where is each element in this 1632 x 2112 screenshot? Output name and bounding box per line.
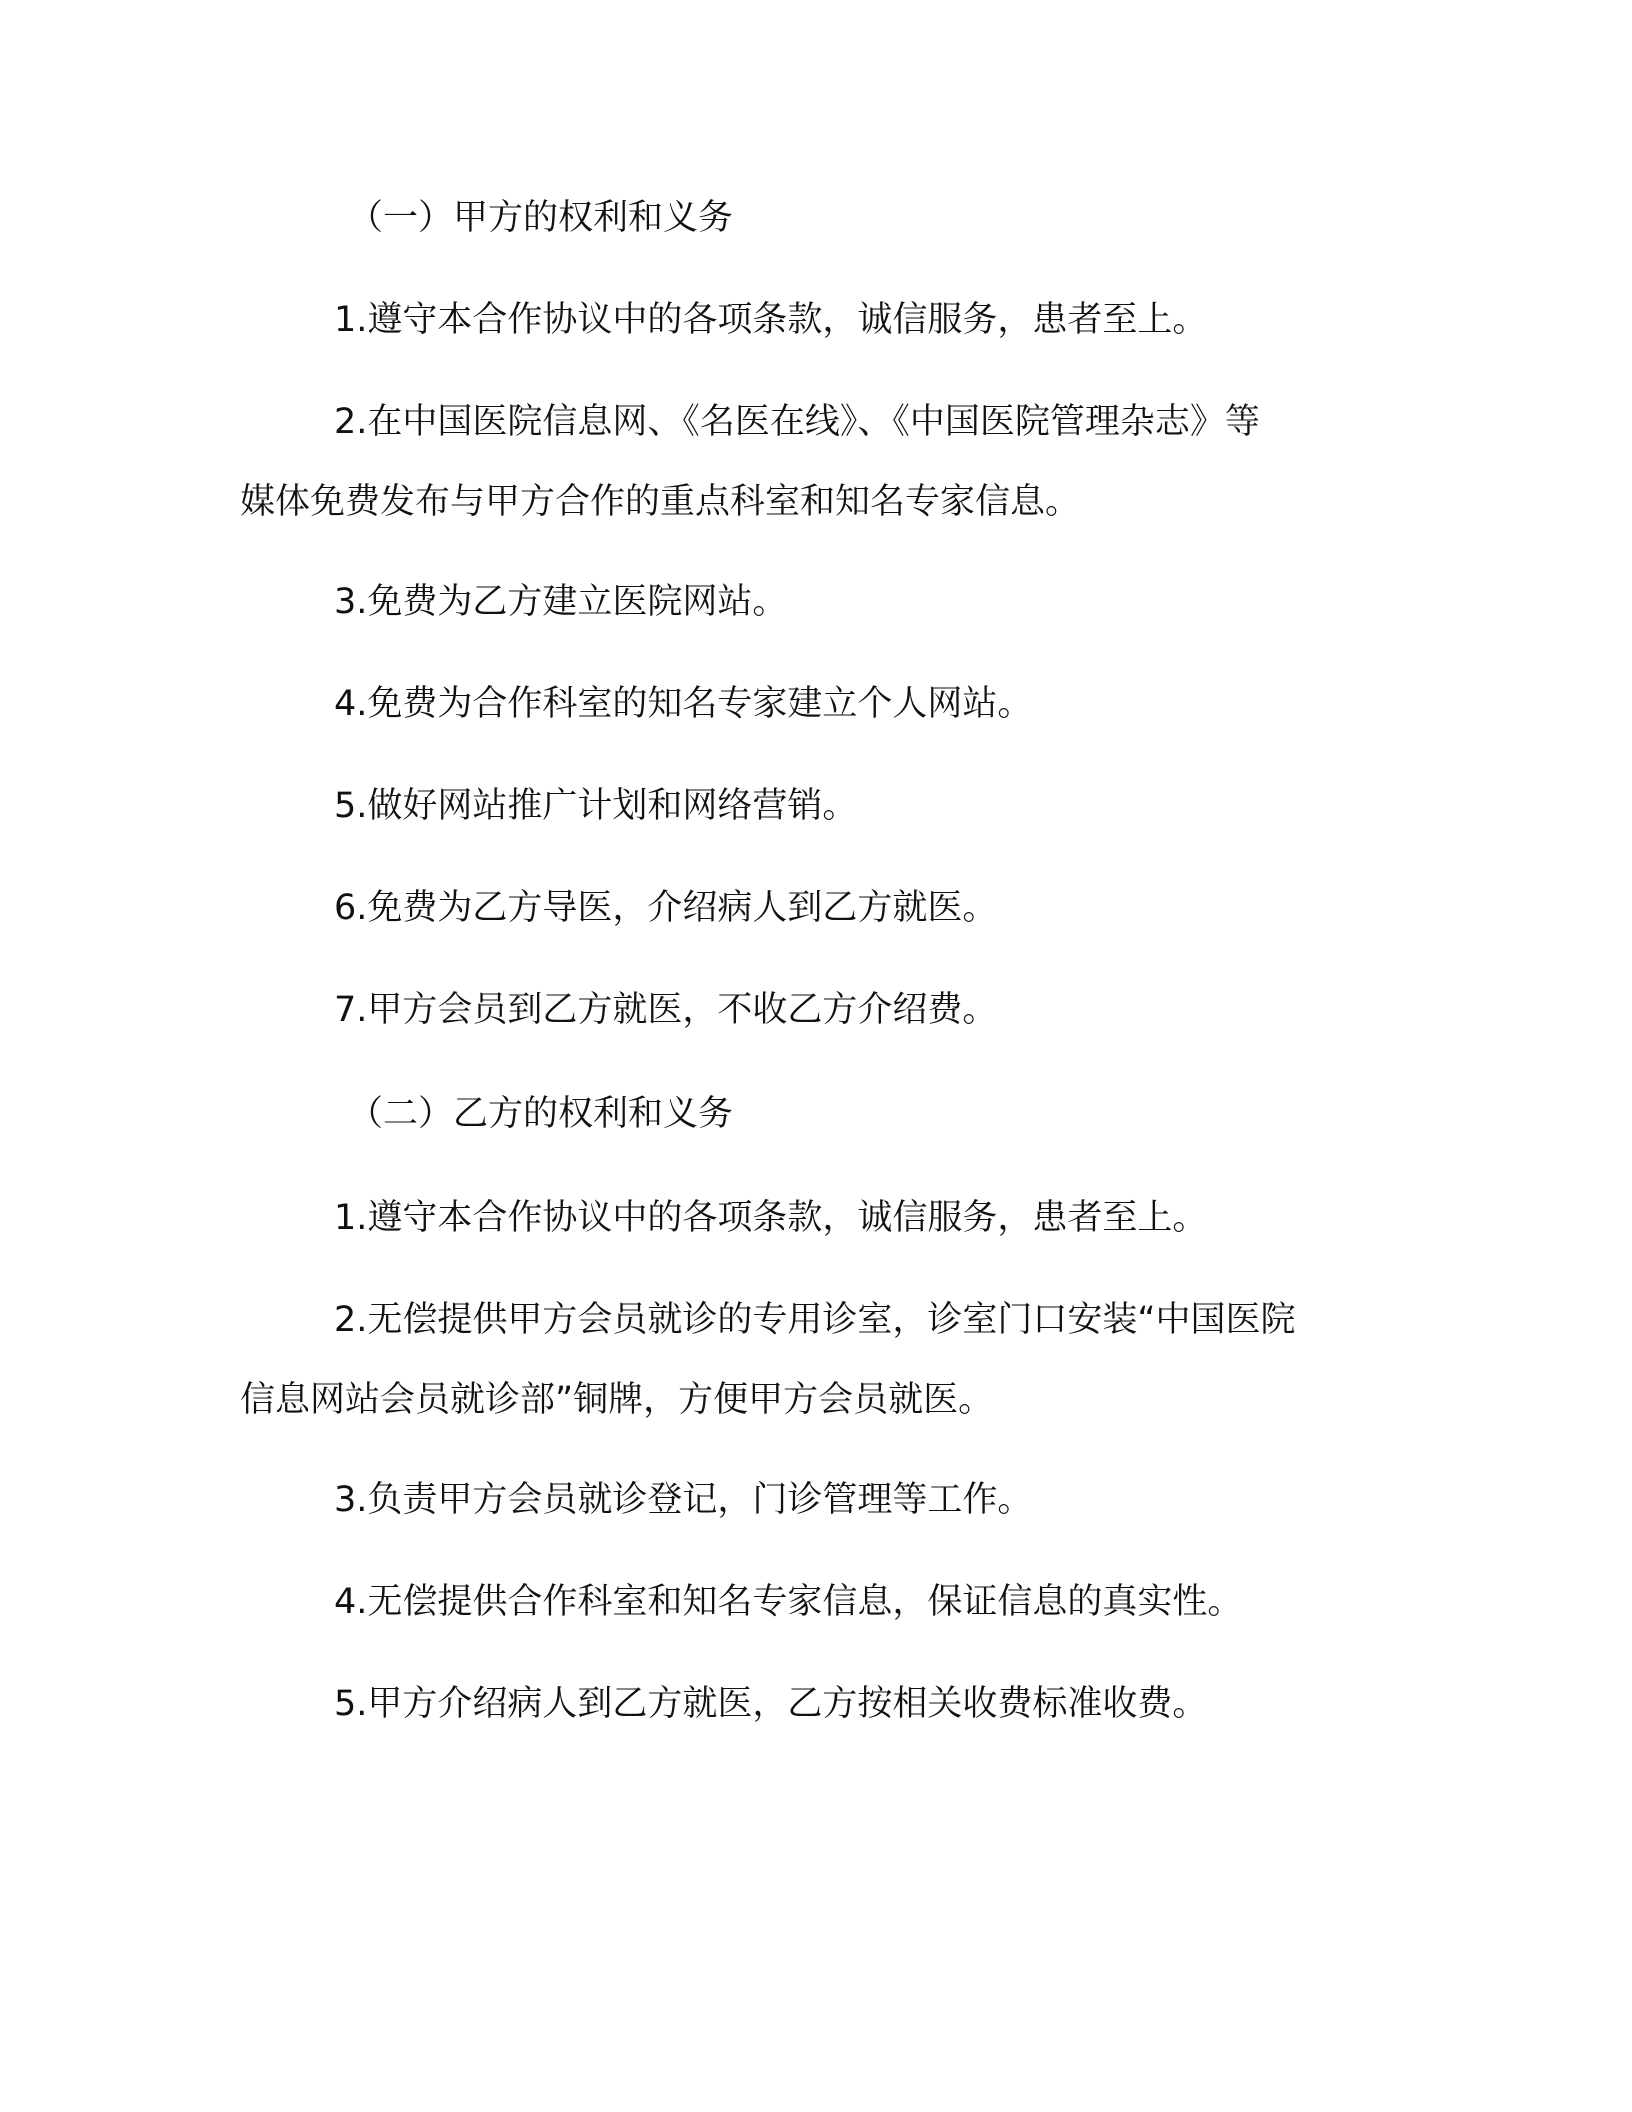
party-b-item-5: 5.甲方介绍病人到乙方就医，乙方按相关收费标准收费。 — [334, 1684, 1208, 1724]
section-heading-party-b: （二）乙方的权利和义务 — [348, 1094, 734, 1134]
section-heading-party-a: （一）甲方的权利和义务 — [348, 198, 734, 238]
party-a-item-7: 7.甲方会员到乙方就医，不收乙方介绍费。 — [334, 990, 998, 1030]
party-a-item-3: 3.免费为乙方建立医院网站。 — [334, 582, 788, 622]
party-a-item-1: 1.遵守本合作协议中的各项条款，诚信服务，患者至上。 — [334, 300, 1208, 340]
party-b-item-4: 4.无偿提供合作科室和知名专家信息，保证信息的真实性。 — [334, 1582, 1243, 1622]
party-b-item-2-line1: 2.无偿提供甲方会员就诊的专用诊室，诊室门口安装“中国医院 — [334, 1300, 1296, 1340]
party-b-item-2-line2: 信息网站会员就诊部”铜牌，方便甲方会员就医。 — [240, 1380, 994, 1420]
party-a-item-2-line2: 媒体免费发布与甲方合作的重点科室和知名专家信息。 — [240, 482, 1081, 522]
party-b-item-1: 1.遵守本合作协议中的各项条款，诚信服务，患者至上。 — [334, 1198, 1208, 1238]
party-a-item-5: 5.做好网站推广计划和网络营销。 — [334, 786, 858, 826]
party-a-item-6: 6.免费为乙方导医，介绍病人到乙方就医。 — [334, 888, 998, 928]
party-a-item-2-line1: 2.在中国医院信息网、《名医在线》、《中国医院管理杂志》等 — [334, 402, 1260, 442]
party-a-item-4: 4.免费为合作科室的知名专家建立个人网站。 — [334, 684, 1033, 724]
party-b-item-3: 3.负责甲方会员就诊登记，门诊管理等工作。 — [334, 1480, 1033, 1520]
